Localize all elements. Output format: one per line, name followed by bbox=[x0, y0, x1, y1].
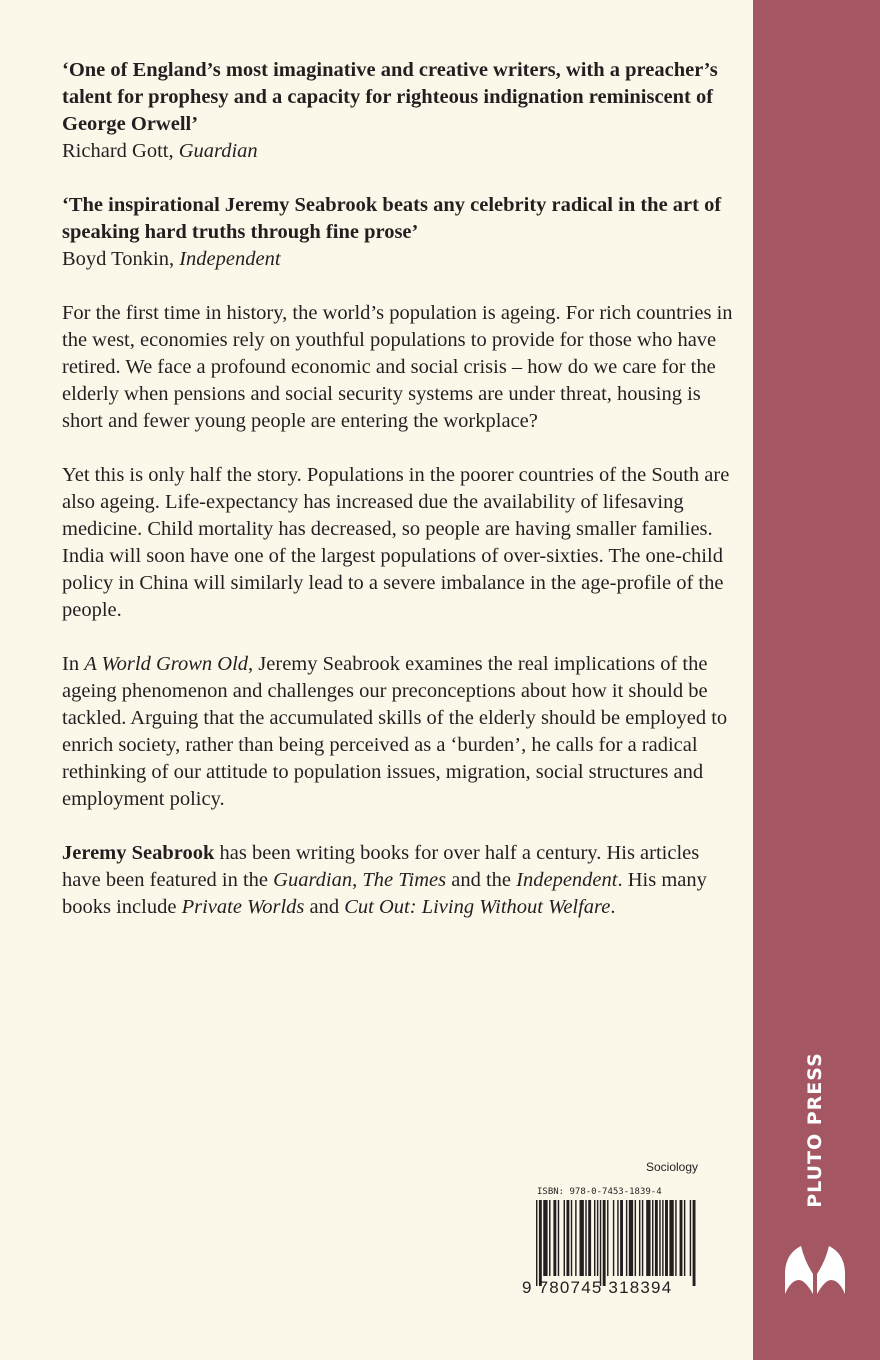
barcode-bar bbox=[575, 1200, 576, 1276]
barcode-bar bbox=[659, 1200, 660, 1276]
bio-text: , bbox=[352, 869, 363, 891]
barcode-bar bbox=[646, 1200, 650, 1276]
barcode-bar bbox=[655, 1200, 658, 1276]
bio-text: and the bbox=[446, 869, 517, 891]
barcode-bar bbox=[675, 1200, 676, 1276]
book-title: A World Grown Old bbox=[84, 653, 249, 675]
quote-author: Richard Gott, bbox=[62, 140, 179, 162]
quote-attribution bbox=[62, 138, 742, 165]
publisher-name: PLUTO PRESS bbox=[804, 1052, 826, 1208]
isbn-label: ISBN: 978-0-7453-1839-4 bbox=[537, 1187, 662, 1197]
barcode-bar bbox=[680, 1200, 683, 1276]
barcode-bar bbox=[566, 1200, 569, 1276]
barcode-bar bbox=[629, 1200, 633, 1276]
barcode-bar bbox=[558, 1200, 559, 1276]
quote-attribution bbox=[62, 246, 742, 273]
bio-italic: Guardian bbox=[273, 869, 353, 891]
review-quote-2 bbox=[62, 192, 742, 273]
barcode-bar bbox=[620, 1200, 623, 1276]
blurb-paragraph-3 bbox=[62, 651, 742, 813]
barcode-bars bbox=[534, 1200, 698, 1286]
barcode-bar bbox=[543, 1200, 547, 1276]
author-bio bbox=[62, 840, 742, 921]
barcode-bar bbox=[600, 1200, 601, 1286]
barcode-bar bbox=[684, 1200, 685, 1276]
barcode-bar bbox=[639, 1200, 640, 1276]
barcode-bar bbox=[669, 1200, 673, 1276]
barcode-bar bbox=[603, 1200, 606, 1286]
barcode-bar bbox=[585, 1200, 586, 1276]
barcode-bar bbox=[536, 1200, 537, 1286]
barcode-bar bbox=[665, 1200, 668, 1276]
blurb-paragraph-2: Yet this is only half the story. Populations in the poorer countries of the South are also ageing. Life-expectancy has increased due the availability of lifesaving medicine. Child mortality has decreased, so people are having smaller families. India will soon have one of the largest populations of over-sixties. The one-child policy in China will similarly lead to a severe imbalance in the age-profile of the people. bbox=[62, 464, 730, 621]
bio-text: . bbox=[610, 896, 616, 918]
isbn-digits: 9 780745 318394 bbox=[522, 1278, 673, 1297]
barcode-bar bbox=[617, 1200, 618, 1276]
bio-italic: Independent bbox=[516, 869, 618, 891]
bio-italic: Cut Out: Living Without Welfare bbox=[344, 896, 611, 918]
barcode-bar bbox=[607, 1200, 608, 1276]
bio-text: . His many books include bbox=[62, 869, 707, 918]
barcode-bar bbox=[549, 1200, 550, 1276]
barcode-bar bbox=[580, 1200, 584, 1276]
barcode-bar bbox=[635, 1200, 636, 1276]
category-label: Sociology bbox=[645, 1160, 698, 1174]
bio-text: and bbox=[304, 896, 345, 918]
blurb-paragraph-1: For the first time in history, the world’s population is ageing. For rich countries in the west, economies rely on youthful populations to provide for those who have retired. We face a profound economic and social crisis – how do we care for the elderly when pensions and social security systems are under threat, housing is short and fewer young people are entering the workplace? bbox=[62, 302, 733, 432]
barcode-bar bbox=[571, 1200, 572, 1276]
quote-source: Independent bbox=[179, 248, 281, 270]
barcode-bar bbox=[613, 1200, 614, 1276]
quote-author: Boyd Tonkin, bbox=[62, 248, 180, 270]
cover-text bbox=[62, 57, 742, 948]
barcode-bar bbox=[553, 1200, 556, 1276]
barcode-bar bbox=[539, 1200, 542, 1286]
bio-text: has been writing books for over half a century. His articles have been featured in the bbox=[62, 842, 700, 891]
barcode-bar bbox=[588, 1200, 591, 1276]
quote-text: ‘The inspirational Jeremy Seabrook beats any celebrity radical in the art of speaking hard truths through fine prose’ bbox=[62, 194, 722, 243]
barcode-bar bbox=[626, 1200, 627, 1276]
barcode-bar bbox=[652, 1200, 653, 1276]
bio-italic: The Times bbox=[362, 869, 447, 891]
author-name: Jeremy Seabrook bbox=[62, 842, 215, 864]
barcode-bar bbox=[597, 1200, 598, 1276]
barcode-bar bbox=[690, 1200, 691, 1276]
p3-text: , Jeremy Seabrook examines the real implications of the ageing phenomenon and challenges our preconceptions about how it should be tackled. Arguing that the accumulated skills of the elderly should be employed to enrich society, rather than being perceived as a ‘burden’, he calls for a radical rethinking of our attitude to population issues, migration, social structures and employment policy. bbox=[62, 653, 728, 810]
barcode-bar bbox=[642, 1200, 643, 1276]
review-quote-1 bbox=[62, 57, 742, 165]
pluto-press-logo-icon bbox=[783, 1240, 847, 1296]
quote-source: Guardian bbox=[178, 140, 258, 162]
bio-italic: Private Worlds bbox=[181, 896, 305, 918]
barcode-bar bbox=[693, 1200, 696, 1286]
barcode-bar bbox=[594, 1200, 595, 1276]
barcode-bar bbox=[564, 1200, 565, 1276]
quote-text: ‘One of England’s most imaginative and creative writers, with a preacher’s talent for prophesy and a capacity for righteous indignation reminiscent of George Orwell’ bbox=[62, 59, 718, 135]
p3-text: In bbox=[62, 653, 85, 675]
barcode-bar bbox=[662, 1200, 663, 1276]
